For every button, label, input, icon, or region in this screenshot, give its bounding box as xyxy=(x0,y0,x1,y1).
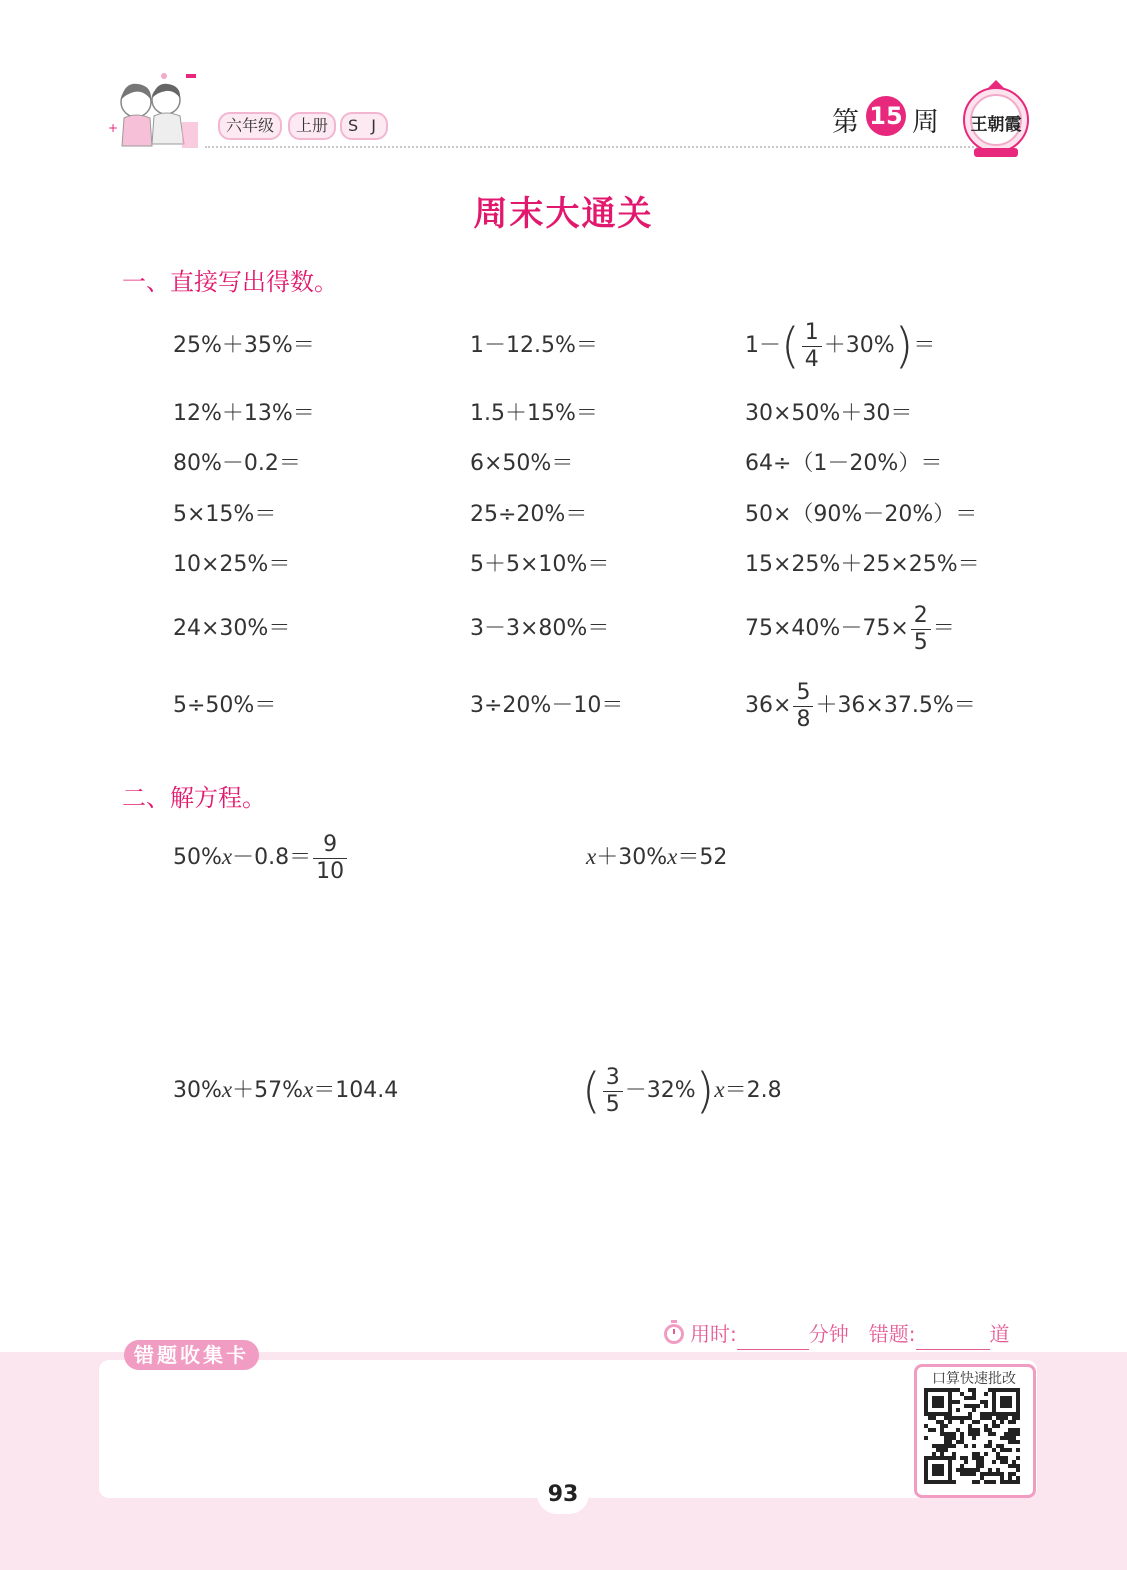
fraction-numerator: 3 xyxy=(603,1065,623,1091)
calc-item: 5×15%＝ xyxy=(173,502,277,527)
fraction xyxy=(603,1065,623,1117)
fraction-denominator: 4 xyxy=(804,346,819,372)
left-paren: ( xyxy=(582,1063,601,1119)
expr-part: ＝ xyxy=(932,616,955,641)
expr-part: ＝ xyxy=(913,333,936,358)
expr-part: ＝2.8 xyxy=(724,1078,782,1103)
expr-part: 1－ xyxy=(745,333,781,358)
right-paren: ) xyxy=(695,1063,715,1119)
fraction-denominator: 8 xyxy=(796,706,811,732)
equation-3 xyxy=(173,1070,398,1110)
week-suffix: 周 xyxy=(912,107,939,138)
expr-part: ＋57% xyxy=(232,1078,304,1103)
equation-4 xyxy=(582,1061,782,1119)
calc-item: 3÷20%－10＝ xyxy=(470,693,624,718)
calc-item: 64÷（1－20%）＝ xyxy=(745,451,943,476)
fraction-numerator: 9 xyxy=(313,832,347,858)
fraction-numerator: 1 xyxy=(802,320,822,346)
header-divider xyxy=(205,146,985,148)
calc-item: 3－3×80%＝ xyxy=(470,616,610,641)
section-1-heading: 一、直接写出得数。 xyxy=(122,268,338,296)
week-prefix: 第 xyxy=(832,107,859,138)
calc-item-fraction xyxy=(745,677,976,735)
variable-x: x xyxy=(714,1077,725,1102)
brand-seal-logo xyxy=(960,78,1032,160)
error-card-label: 错题收集卡 xyxy=(124,1340,259,1370)
expr-part: －0.8＝ xyxy=(232,845,312,870)
expr-part: ＝52 xyxy=(677,845,728,870)
equation-2 xyxy=(586,837,727,877)
calc-item: 6×50%＝ xyxy=(470,451,574,476)
expr-part: 50% xyxy=(173,845,222,870)
fraction-numerator: 2 xyxy=(911,603,931,629)
edition-badge: S J xyxy=(340,112,388,140)
errors-unit: 道 xyxy=(989,1322,1010,1346)
equation-1 xyxy=(173,828,349,886)
calc-item: 5÷50%＝ xyxy=(173,693,277,718)
left-paren: ( xyxy=(781,318,800,374)
variable-x: x xyxy=(586,844,597,869)
fraction xyxy=(793,680,813,732)
expr-part: －32% xyxy=(624,1078,696,1103)
page-title: 周末大通关 xyxy=(473,194,654,234)
calc-item-fraction xyxy=(745,318,935,374)
expr-part: 75×40%－75× xyxy=(745,616,909,641)
expr-part: 36× xyxy=(745,693,792,718)
fraction xyxy=(802,320,822,372)
fraction-denominator: 10 xyxy=(316,858,345,884)
mascot-illustration xyxy=(104,72,204,156)
variable-x: x xyxy=(667,844,678,869)
expr-part: ＋36×37.5%＝ xyxy=(815,693,976,718)
calc-item: 24×30%＝ xyxy=(173,616,291,641)
calc-item: 15×25%＋25×25%＝ xyxy=(745,552,980,577)
time-blank[interactable] xyxy=(737,1329,809,1350)
page-number: 93 xyxy=(547,1482,579,1507)
expr-part: ＋30% xyxy=(823,333,895,358)
volume-badge: 上册 xyxy=(288,112,336,140)
variable-x: x xyxy=(303,1077,314,1102)
calc-item: 25÷20%＝ xyxy=(470,502,588,527)
section-2-heading: 二、解方程。 xyxy=(122,784,266,812)
calc-item: 12%＋13%＝ xyxy=(173,401,315,426)
calc-item: 50×（90%－20%）＝ xyxy=(745,502,978,527)
calc-item-fraction xyxy=(745,600,955,658)
qr-title: 口算快速批改 xyxy=(932,1371,1016,1387)
qr-code-icon[interactable] xyxy=(924,1388,1020,1488)
calc-item: 1.5＋15%＝ xyxy=(470,401,598,426)
expr-part: ＋30% xyxy=(596,845,668,870)
calc-item: 80%－0.2＝ xyxy=(173,451,301,476)
grade-badge: 六年级 xyxy=(218,112,282,140)
fraction-numerator: 5 xyxy=(793,680,813,706)
errors-blank[interactable] xyxy=(916,1329,990,1350)
stopwatch-icon xyxy=(662,1319,686,1350)
errors-label: 错题: xyxy=(868,1322,916,1346)
variable-x: x xyxy=(221,1077,233,1102)
expr-part: 30% xyxy=(173,1078,222,1103)
time-label: 用时: xyxy=(690,1322,737,1346)
time-unit: 分钟 xyxy=(808,1322,849,1346)
fraction xyxy=(911,603,931,655)
expr-part: ＝104.4 xyxy=(313,1078,399,1103)
seal-text: 王朝霞 xyxy=(970,115,1022,135)
calc-item: 10×25%＝ xyxy=(173,552,291,577)
fraction-denominator: 5 xyxy=(913,629,928,655)
calc-item: 30×50%＋30＝ xyxy=(745,401,913,426)
week-number-badge: 15 xyxy=(866,96,906,136)
fraction-denominator: 5 xyxy=(605,1091,620,1117)
time-and-errors-row xyxy=(662,1318,1010,1350)
svg-text:+: + xyxy=(108,121,119,135)
calc-item: 5＋5×10%＝ xyxy=(470,552,610,577)
variable-x: x xyxy=(221,844,233,869)
right-paren: ) xyxy=(894,318,914,374)
calc-item: 25%＋35%＝ xyxy=(173,333,315,358)
calc-item: 1－12.5%＝ xyxy=(470,333,598,358)
fraction xyxy=(313,832,347,884)
